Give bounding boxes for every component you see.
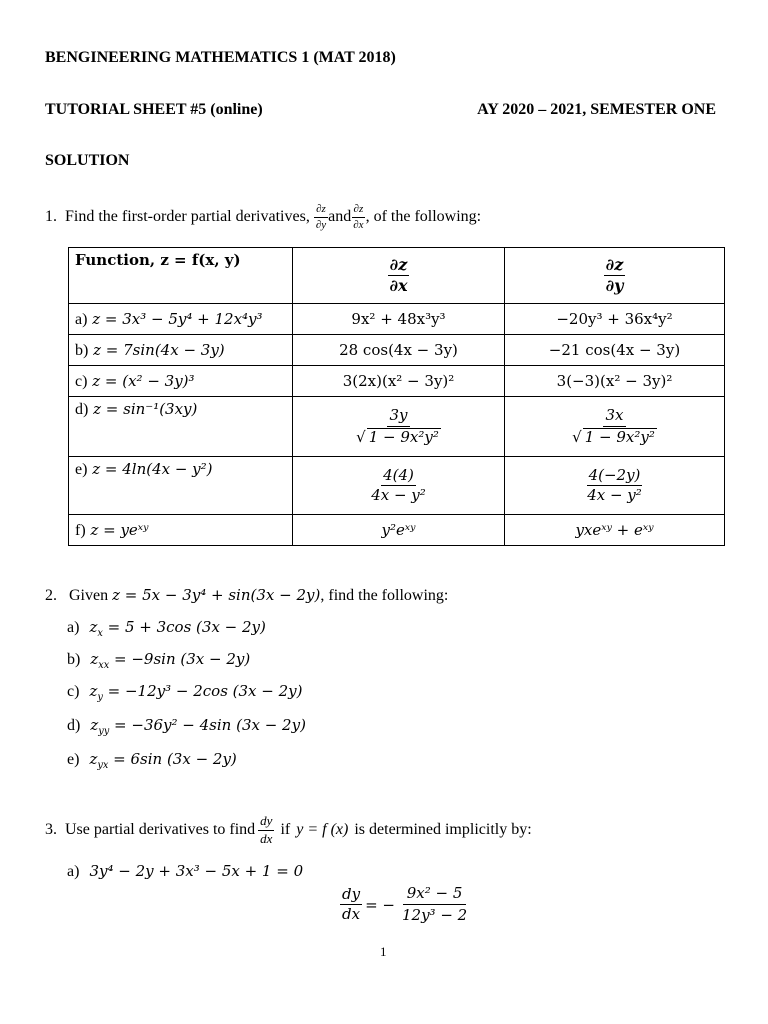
table-row <box>69 366 725 397</box>
question-number: 3. <box>45 821 57 839</box>
table-header-row <box>69 248 725 304</box>
item-label: b) <box>67 651 81 668</box>
tutorial-sheet-title: TUTORIAL SHEET #5 (online) <box>45 101 263 118</box>
fraction-denominator: dx <box>342 905 361 924</box>
dz-dx-cell <box>293 304 505 335</box>
rhs-expression: = 6sin (3x − 2y) <box>113 750 237 768</box>
dz-dy-cell <box>505 335 725 366</box>
fraction-numerator: 3x <box>603 407 625 426</box>
dz-dy-cell <box>505 304 725 335</box>
dz-dx-cell <box>293 366 505 397</box>
equals-minus-sign: = − <box>365 895 395 914</box>
fraction-numerator: ∂z <box>604 256 626 276</box>
q3-item-a <box>67 862 303 881</box>
question-text-end: , of the following: <box>365 208 482 226</box>
function-cell <box>69 515 293 546</box>
question-number: 2. <box>45 587 57 604</box>
question-3-prompt <box>45 814 532 847</box>
table-row <box>69 304 725 335</box>
rhs-expression: = −12y³ − 2cos (3x − 2y) <box>107 682 303 700</box>
dz-dx-column-header <box>293 248 505 304</box>
q2-item-c <box>67 682 303 701</box>
lhs-subscript: yy <box>98 726 110 737</box>
row-label: e) <box>75 461 88 478</box>
dz-dx-value: 28 cos(4x − 3y) <box>339 341 458 359</box>
table-row <box>69 335 725 366</box>
function-expression: z = (x² − 3y)³ <box>92 371 195 390</box>
function-cell <box>69 304 293 335</box>
fraction-denominator: 4x − y² <box>371 486 426 504</box>
fraction-denominator: ∂y <box>605 276 624 295</box>
question-number: 1. <box>45 208 57 226</box>
dz-dx-cell <box>293 515 505 546</box>
fraction-numerator: dy <box>340 886 362 905</box>
item-label: d) <box>67 717 81 734</box>
item-label: a) <box>67 619 80 636</box>
if-word: if <box>280 821 291 839</box>
function-cell <box>69 335 293 366</box>
fraction-numerator: dy <box>258 814 274 831</box>
lhs-subscript: yx <box>97 760 109 771</box>
function-expression: z = 3x³ − 5y⁴ + 12x⁴y³ <box>92 309 263 328</box>
fraction-numerator: 4(4) <box>381 467 416 486</box>
lhs-subscript: xx <box>98 660 110 671</box>
dz-dx-cell <box>293 457 505 515</box>
page-number: 1 <box>380 944 387 959</box>
table-row <box>69 515 725 546</box>
fraction-denominator: ∂x <box>353 218 364 231</box>
and-word: and <box>328 208 352 226</box>
rhs-expression: = 5 + 3cos (3x − 2y) <box>107 618 266 636</box>
dz-dx-cell <box>293 397 505 457</box>
lhs-symbol: z <box>89 682 98 700</box>
rhs-expression: = −36y² − 4sin (3x − 2y) <box>114 716 306 734</box>
partial-z-y-fraction <box>314 203 328 231</box>
lhs-subscript: y <box>97 692 103 703</box>
lhs-symbol: z <box>90 716 99 734</box>
dz-dy-cell <box>505 366 725 397</box>
lhs-subscript: x <box>97 628 103 639</box>
dz-dy-cell <box>505 397 725 457</box>
function-column-header <box>69 248 293 304</box>
fraction-denominator: 1 − 9x²y² <box>368 427 439 446</box>
function-cell <box>69 397 293 457</box>
question-2-prompt <box>45 586 448 605</box>
sqrt-icon: √ <box>572 427 582 446</box>
question-text: Use partial derivatives to find <box>65 821 256 839</box>
lhs-symbol: z <box>89 618 98 636</box>
function-expression: z = 7sin(4x − 3y) <box>93 340 225 359</box>
fraction-numerator: ∂z <box>314 203 328 218</box>
partial-derivatives-table <box>68 247 725 546</box>
function-cell <box>69 457 293 515</box>
question-text: Given <box>69 587 109 604</box>
fraction-denominator: 12y³ − 2 <box>401 906 468 925</box>
table-row <box>69 457 725 515</box>
fraction-numerator: ∂z <box>388 256 410 276</box>
question-1-prompt <box>45 203 481 231</box>
dz-dy-cell <box>505 515 725 546</box>
question-text: Find the first-order partial derivatives, <box>65 208 310 226</box>
q2-item-d <box>67 716 306 735</box>
given-expression: z = 5x − 3y⁴ + sin(3x − 2y) <box>112 586 321 604</box>
dz-dy-cell <box>505 457 725 515</box>
row-label: b) <box>75 341 89 359</box>
dz-dy-value: yxeˣʸ + eˣʸ <box>575 521 654 539</box>
q3-answer <box>340 885 471 925</box>
dy-dx-fraction <box>258 814 274 847</box>
row-label: c) <box>75 372 88 390</box>
dz-dx-value: y²eˣʸ <box>381 521 416 539</box>
fraction-numerator: 9x² − 5 <box>403 885 467 905</box>
sqrt-icon: √ <box>356 427 366 446</box>
fraction-numerator: 3y <box>387 407 409 426</box>
fraction-denominator: dx <box>260 830 273 846</box>
dz-dy-column-header <box>505 248 725 304</box>
fraction-denominator: 4x − y² <box>587 486 642 504</box>
dz-dx-value: 3(2x)(x² − 3y)² <box>342 372 455 390</box>
row-label: d) <box>75 401 89 418</box>
lhs-symbol: z <box>90 650 99 668</box>
item-label: c) <box>67 683 80 700</box>
course-title: BENGINEERING MATHEMATICS 1 (MAT 2018) <box>45 49 396 66</box>
condition-expression: y = f (x) <box>296 821 349 839</box>
function-cell <box>69 366 293 397</box>
rhs-expression: = −9sin (3x − 2y) <box>114 650 251 668</box>
partial-z-x-fraction <box>351 203 365 231</box>
item-label: e) <box>67 751 80 768</box>
q2-item-e <box>67 750 237 769</box>
item-label: a) <box>67 863 80 880</box>
function-expression: z = sin⁻¹(3xy) <box>93 400 198 418</box>
dz-dx-value: 9x² + 48x³y³ <box>351 310 446 328</box>
q2-item-b <box>67 650 250 669</box>
dz-dy-value: −20y³ + 36x⁴y² <box>556 310 673 328</box>
lhs-symbol: z <box>89 750 98 768</box>
implicit-equation: 3y⁴ − 2y + 3x³ − 5x + 1 = 0 <box>89 862 304 880</box>
question-text-end: is determined implicitly by: <box>354 821 532 839</box>
dz-dx-cell <box>293 335 505 366</box>
header-label: Function, z = f(x, y) <box>75 251 241 269</box>
dz-dy-value: −21 cos(4x − 3y) <box>548 341 681 359</box>
row-label: a) <box>75 310 88 328</box>
function-expression: z = 4ln(4x − y²) <box>92 460 213 478</box>
fraction-denominator: 1 − 9x²y² <box>584 427 655 446</box>
solution-heading: SOLUTION <box>45 152 130 169</box>
function-expression: z = yeˣʸ <box>90 520 149 539</box>
fraction-numerator: ∂z <box>352 203 366 218</box>
fraction-denominator: ∂x <box>389 276 408 295</box>
q2-item-a <box>67 618 266 637</box>
fraction-denominator: ∂y <box>315 218 327 231</box>
dz-dy-value: 3(−3)(x² − 3y)² <box>556 372 673 390</box>
question-text-end: , find the following: <box>320 587 449 604</box>
fraction-numerator: 4(−2y) <box>587 467 643 486</box>
row-label: f) <box>75 521 86 539</box>
table-row <box>69 397 725 457</box>
academic-year: AY 2020 – 2021, SEMESTER ONE <box>477 101 716 118</box>
